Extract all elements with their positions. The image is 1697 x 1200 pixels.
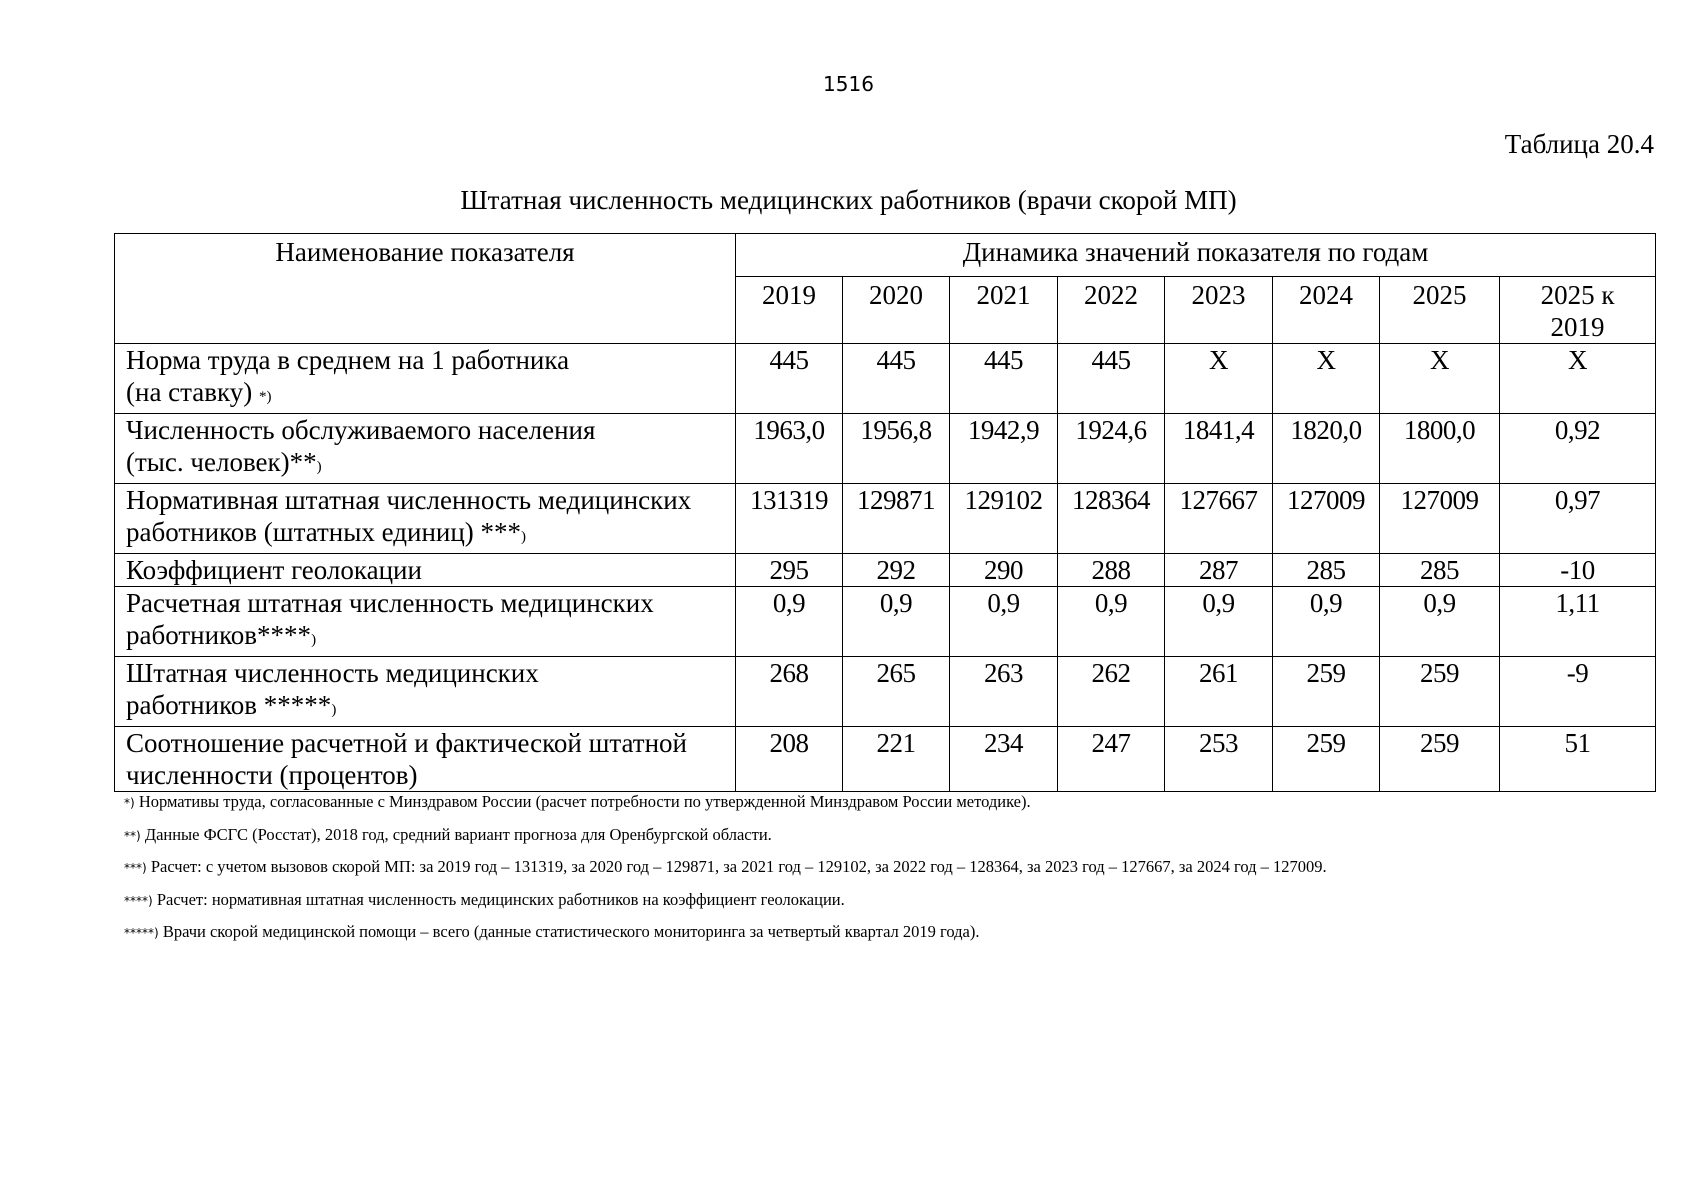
table-header-row bbox=[115, 234, 1656, 277]
footnote bbox=[124, 857, 1654, 878]
row-year-value: 292 bbox=[843, 554, 950, 587]
row-year-value: 445 bbox=[1058, 344, 1165, 414]
row-footnote-ref: ) bbox=[316, 459, 322, 475]
row-year-value: 268 bbox=[736, 657, 843, 727]
row-year-value: 127667 bbox=[1165, 484, 1273, 554]
row-year-value: 208 bbox=[736, 727, 843, 792]
header-indicator: Наименование показателя bbox=[115, 234, 736, 344]
row-year-value: 261 bbox=[1165, 657, 1273, 727]
footnote-text: Нормативы труда, согласованные с Минздравом России (расчет потребности по утвержденной Минздравом России методике). bbox=[134, 792, 1031, 811]
footnote-text: Врачи скорой медицинской помощи – всего (данные статистического мониторинга за четвертый квартал 2019 года). bbox=[158, 922, 980, 941]
row-indicator-name bbox=[115, 727, 736, 792]
footnote-mark: **) bbox=[124, 828, 141, 843]
row-indicator-name bbox=[115, 554, 736, 587]
table-title: Штатная численность медицинских работников (врачи скорой МП) bbox=[460, 185, 1237, 215]
row-year-value: 127009 bbox=[1380, 484, 1500, 554]
row-year-value: 127009 bbox=[1273, 484, 1380, 554]
row-year-value: 247 bbox=[1058, 727, 1165, 792]
header-year: 2020 bbox=[843, 277, 950, 344]
row-year-value: 234 bbox=[950, 727, 1058, 792]
row-year-value: 0,9 bbox=[1380, 587, 1500, 657]
row-indicator-name bbox=[115, 344, 736, 414]
row-indicator-name bbox=[115, 484, 736, 554]
row-ratio-value: -9 bbox=[1500, 657, 1656, 727]
row-year-value: 0,9 bbox=[1165, 587, 1273, 657]
footnotes bbox=[124, 792, 1654, 955]
row-indicator-name bbox=[115, 587, 736, 657]
row-year-value: 129102 bbox=[950, 484, 1058, 554]
row-year-value: 1956,8 bbox=[843, 414, 950, 484]
row-indicator-line1: Расчетная штатная численность медицинских bbox=[126, 588, 654, 618]
footnote-text: Расчет: нормативная штатная численность медицинских работников на коэффициент геолокации. bbox=[152, 889, 845, 909]
row-year-value: 262 bbox=[1058, 657, 1165, 727]
row-year-value: 129871 bbox=[843, 484, 950, 554]
row-ratio-value: 1,11 bbox=[1500, 587, 1656, 657]
row-indicator-line2: работников**** bbox=[126, 620, 312, 650]
header-ratio-line1: 2025 к bbox=[1540, 280, 1615, 310]
row-year-value: 445 bbox=[736, 344, 843, 414]
row-year-value: 1800,0 bbox=[1380, 414, 1500, 484]
footnote-mark: *) bbox=[124, 796, 135, 810]
row-indicator-line2: (на ставку) bbox=[126, 377, 259, 407]
row-year-value: 285 bbox=[1380, 554, 1500, 587]
row-footnote-ref: ) bbox=[331, 702, 337, 718]
row-indicator-line1: Нормативная штатная численность медицинских bbox=[126, 485, 692, 515]
row-year-value: 287 bbox=[1165, 554, 1273, 587]
footnote bbox=[124, 922, 1654, 943]
row-ratio-value: -10 bbox=[1500, 554, 1656, 587]
row-year-value: 263 bbox=[950, 657, 1058, 727]
row-year-value: 0,9 bbox=[1273, 587, 1380, 657]
table-body bbox=[115, 344, 1656, 792]
staffing-table bbox=[114, 233, 1656, 792]
table-row bbox=[115, 587, 1656, 657]
row-year-value: 285 bbox=[1273, 554, 1380, 587]
row-indicator-line1: Соотношение расчетной и фактической штатной bbox=[126, 728, 688, 758]
footnote bbox=[124, 792, 1654, 813]
footnote-mark: ****) bbox=[124, 893, 153, 908]
row-footnote-ref: ) bbox=[521, 529, 527, 545]
row-year-value: 253 bbox=[1165, 727, 1273, 792]
table-row bbox=[115, 484, 1656, 554]
page-number: 1516 bbox=[823, 72, 874, 96]
header-ratio-line2: 2019 bbox=[1550, 312, 1605, 342]
table-row bbox=[115, 344, 1656, 414]
header-year: 2024 bbox=[1273, 277, 1380, 344]
row-ratio-value: 51 bbox=[1500, 727, 1656, 792]
row-ratio-value: 0,97 bbox=[1500, 484, 1656, 554]
row-year-value: 0,9 bbox=[736, 587, 843, 657]
row-indicator-line2: (тыс. человек)** bbox=[126, 447, 317, 477]
row-year-value: 131319 bbox=[736, 484, 843, 554]
row-indicator-name bbox=[115, 657, 736, 727]
footnote-mark: ***) bbox=[124, 861, 147, 875]
row-year-value: 1963,0 bbox=[736, 414, 843, 484]
row-year-value: 265 bbox=[843, 657, 950, 727]
row-year-value: 0,9 bbox=[1058, 587, 1165, 657]
table-row bbox=[115, 554, 1656, 587]
header-year: 2019 bbox=[736, 277, 843, 344]
row-indicator-line1: Норма труда в среднем на 1 работника bbox=[126, 345, 570, 375]
row-year-value: 259 bbox=[1380, 727, 1500, 792]
row-year-value: 1924,6 bbox=[1058, 414, 1165, 484]
row-ratio-value: X bbox=[1500, 344, 1656, 414]
row-year-value: 0,9 bbox=[843, 587, 950, 657]
row-year-value: 259 bbox=[1273, 657, 1380, 727]
header-year: 2025 bbox=[1380, 277, 1500, 344]
footnote-text: Данные ФСГС (Росстат), 2018 год, средний вариант прогноза для Оренбургской области. bbox=[140, 824, 772, 844]
table-row bbox=[115, 657, 1656, 727]
row-indicator-line2: работников (штатных единиц) *** bbox=[126, 517, 522, 547]
table-label: Таблица 20.4 bbox=[1504, 129, 1654, 159]
row-year-value: 259 bbox=[1273, 727, 1380, 792]
row-year-value: 128364 bbox=[1058, 484, 1165, 554]
row-year-value: 445 bbox=[950, 344, 1058, 414]
header-year: 2021 bbox=[950, 277, 1058, 344]
row-year-value: 290 bbox=[950, 554, 1058, 587]
table-row bbox=[115, 414, 1656, 484]
row-year-value: 0,9 bbox=[950, 587, 1058, 657]
row-year-value: 1841,4 bbox=[1165, 414, 1273, 484]
row-year-value: 1942,9 bbox=[950, 414, 1058, 484]
footnote bbox=[124, 825, 1654, 846]
row-ratio-value: 0,92 bbox=[1500, 414, 1656, 484]
row-indicator-line1: Коэффициент геолокации bbox=[126, 555, 422, 585]
row-year-value: 445 bbox=[843, 344, 950, 414]
row-year-value: X bbox=[1165, 344, 1273, 414]
header-year: 2023 bbox=[1165, 277, 1273, 344]
table-row bbox=[115, 727, 1656, 792]
row-year-value: 221 bbox=[843, 727, 950, 792]
header-ratio bbox=[1500, 277, 1656, 344]
row-year-value: 295 bbox=[736, 554, 843, 587]
row-year-value: 1820,0 bbox=[1273, 414, 1380, 484]
row-indicator-line1: Штатная численность медицинских bbox=[126, 658, 539, 688]
row-indicator-name bbox=[115, 414, 736, 484]
row-year-value: X bbox=[1380, 344, 1500, 414]
row-year-value: 288 bbox=[1058, 554, 1165, 587]
footnote bbox=[124, 890, 1654, 911]
row-indicator-line2: численности (процентов) bbox=[126, 760, 418, 790]
row-indicator-line1: Численность обслуживаемого населения bbox=[126, 415, 596, 445]
row-indicator-line2: работников ***** bbox=[126, 690, 332, 720]
header-dynamics: Динамика значений показателя по годам bbox=[736, 234, 1656, 277]
row-year-value: X bbox=[1273, 344, 1380, 414]
footnote-text: Расчет: с учетом вызовов скорой МП: за 2019 год – 131319, за 2020 год – 129871, за 2021 год – 129102, за 2022 год – 128364, за 2023 год – 127667, за 2024 год – 127009. bbox=[146, 857, 1327, 876]
footnote-mark: *****) bbox=[124, 926, 159, 940]
row-year-value: 259 bbox=[1380, 657, 1500, 727]
row-footnote-ref: ) bbox=[311, 632, 317, 648]
row-footnote-ref: *) bbox=[259, 389, 272, 405]
header-year: 2022 bbox=[1058, 277, 1165, 344]
